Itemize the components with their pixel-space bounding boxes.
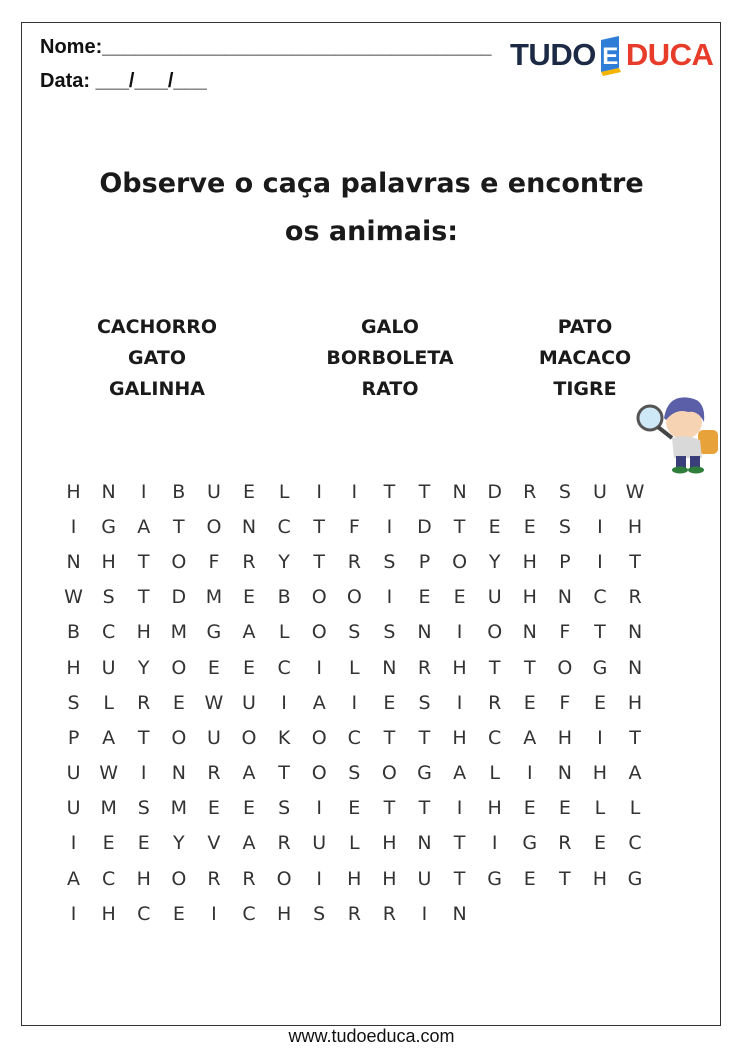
grid-letter[interactable]: E — [558, 797, 571, 820]
grid-letter[interactable]: T — [488, 656, 501, 679]
grid-letter[interactable]: H — [557, 726, 572, 749]
grid-letter[interactable]: M — [170, 797, 188, 820]
grid-letter[interactable]: A — [242, 762, 256, 785]
grid-letter[interactable]: N — [417, 621, 432, 644]
grid-letter[interactable]: B — [277, 586, 291, 609]
grid-letter[interactable]: H — [101, 902, 116, 925]
grid-letter[interactable]: Y — [488, 550, 501, 573]
grid-letter[interactable]: I — [491, 832, 498, 855]
grid-letter[interactable]: U — [206, 726, 221, 749]
grid-letter[interactable]: H — [627, 515, 643, 538]
grid-letter[interactable]: A — [453, 762, 467, 785]
grid-letter[interactable]: C — [277, 515, 291, 538]
title-line-1: Observe o caça palavras e encontre — [99, 168, 644, 199]
grid-letter[interactable]: R — [137, 691, 151, 714]
grid-letter[interactable]: C — [593, 586, 607, 609]
grid-letter[interactable]: Y — [173, 832, 185, 855]
grid-letter[interactable]: I — [351, 691, 358, 714]
grid-letter[interactable]: F — [348, 515, 360, 538]
grid-letter[interactable]: N — [101, 480, 116, 503]
grid-letter[interactable]: E — [102, 832, 115, 855]
grid-letter[interactable]: H — [136, 621, 151, 644]
grid-letter[interactable]: E — [418, 586, 431, 609]
grid-letter[interactable]: H — [276, 902, 292, 925]
grid-letter[interactable]: A — [242, 832, 256, 855]
grid-letter[interactable]: T — [313, 515, 325, 538]
grid-letter[interactable]: U — [66, 797, 81, 820]
grid-letter[interactable]: M — [205, 586, 223, 609]
grid-letter[interactable]: I — [70, 515, 77, 538]
grid-letter[interactable]: S — [558, 515, 571, 538]
grid-letter[interactable]: I — [456, 621, 463, 644]
grid-letter[interactable]: E — [172, 902, 185, 925]
grid-letter[interactable]: I — [456, 691, 463, 714]
grid-letter[interactable]: S — [313, 902, 326, 925]
grid-letter[interactable]: B — [172, 480, 186, 503]
grid-letter[interactable]: O — [206, 515, 222, 538]
grid-letter[interactable]: T — [629, 550, 641, 573]
grid-letter[interactable]: E — [523, 515, 536, 538]
grid-letter[interactable]: H — [627, 691, 643, 714]
grid-letter[interactable]: T — [383, 480, 396, 503]
grid-letter[interactable]: W — [204, 691, 224, 714]
grid-letter[interactable]: L — [278, 480, 290, 503]
grid-letter[interactable]: S — [348, 762, 361, 785]
grid-letter[interactable]: R — [242, 550, 256, 573]
grid-letter[interactable]: U — [66, 762, 81, 785]
grid-letter[interactable]: L — [103, 691, 114, 714]
grid-letter[interactable]: G — [206, 621, 222, 644]
grid-letter[interactable]: G — [627, 867, 643, 890]
grid-letter[interactable]: A — [102, 726, 116, 749]
grid-letter[interactable]: T — [137, 726, 150, 749]
grid-letter[interactable]: A — [628, 762, 642, 785]
grid-letter[interactable]: L — [594, 797, 606, 820]
grid-letter[interactable]: R — [347, 550, 361, 573]
grid-letter[interactable]: U — [242, 691, 256, 714]
grid-letter[interactable]: R — [347, 902, 361, 925]
grid-letter[interactable]: M — [100, 797, 117, 820]
grid-letter[interactable]: E — [523, 691, 536, 714]
grid-letter[interactable]: Y — [137, 656, 150, 679]
grid-letter[interactable]: F — [559, 691, 571, 714]
grid-letter[interactable]: I — [140, 762, 147, 785]
grid-letter[interactable]: H — [592, 867, 608, 890]
grid-letter[interactable]: H — [136, 867, 151, 890]
grid-letter[interactable]: S — [67, 691, 80, 714]
grid-letter[interactable]: H — [66, 480, 81, 503]
word-item: TIGRE — [553, 378, 617, 400]
grid-letter[interactable]: A — [137, 515, 151, 538]
grid-letter[interactable]: E — [488, 515, 501, 538]
grid-letter[interactable]: T — [418, 797, 431, 820]
word-item: GALO — [361, 316, 419, 338]
grid-letter[interactable]: S — [383, 550, 396, 573]
grid-letter[interactable]: G — [417, 762, 432, 785]
grid-letter[interactable]: I — [70, 902, 77, 925]
grid-letter[interactable]: E — [243, 586, 256, 609]
grid-letter[interactable]: O — [171, 656, 187, 679]
grid-letter[interactable]: O — [171, 867, 187, 890]
grid-letter[interactable]: O — [311, 586, 327, 609]
grid-letter[interactable]: O — [276, 867, 292, 890]
grid-letter[interactable]: O — [241, 726, 257, 749]
grid-letter[interactable]: I — [597, 726, 603, 749]
grid-letter[interactable]: T — [594, 621, 606, 644]
grid-letter[interactable]: A — [523, 726, 537, 749]
grid-letter[interactable]: A — [312, 691, 326, 714]
grid-letter[interactable]: I — [351, 480, 358, 503]
grid-letter[interactable]: N — [627, 656, 643, 679]
grid-letter[interactable]: T — [383, 726, 396, 749]
grid-letter[interactable]: R — [558, 832, 572, 855]
grid-letter[interactable]: C — [102, 867, 116, 890]
grid-letter[interactable]: S — [383, 621, 396, 644]
grid-letter[interactable]: I — [70, 832, 77, 855]
grid-letter[interactable]: L — [278, 621, 290, 644]
grid-letter[interactable]: I — [316, 867, 322, 890]
word-item: MACACO — [538, 347, 632, 369]
grid-letter[interactable]: N — [241, 515, 257, 538]
grid-letter[interactable]: T — [173, 515, 185, 538]
grid-letter[interactable]: I — [211, 902, 217, 925]
grid-letter[interactable]: E — [243, 656, 256, 679]
logo-text-duca: DUCA — [625, 37, 714, 72]
grid-letter[interactable]: H — [487, 797, 502, 820]
grid-letter[interactable]: T — [383, 797, 396, 820]
grid-letter[interactable]: Y — [278, 550, 290, 573]
grid-letter[interactable]: O — [346, 586, 362, 609]
grid-letter[interactable]: M — [170, 621, 188, 644]
grid-letter[interactable]: F — [208, 550, 220, 573]
tudoeduca-logo — [510, 30, 720, 80]
word-column-1 — [47, 312, 267, 405]
grid-letter[interactable]: R — [523, 480, 537, 503]
grid-letter[interactable]: G — [592, 656, 608, 679]
grid-letter[interactable]: W — [64, 586, 83, 609]
grid-letter[interactable]: O — [311, 726, 327, 749]
grid-letter[interactable]: I — [140, 480, 147, 503]
grid-letter[interactable]: R — [488, 691, 502, 714]
grid-letter[interactable]: O — [557, 656, 573, 679]
book-logo-icon — [597, 34, 625, 76]
grid-letter[interactable]: C — [137, 902, 151, 925]
grid-letter[interactable]: D — [417, 515, 432, 538]
grid-letter[interactable]: U — [487, 586, 502, 609]
grid-letter[interactable]: L — [349, 832, 360, 855]
grid-letter[interactable]: S — [558, 480, 571, 503]
grid-letter[interactable]: N — [627, 621, 643, 644]
grid-letter[interactable]: S — [278, 797, 291, 820]
grid-letter[interactable]: E — [172, 691, 185, 714]
grid-letter[interactable]: E — [207, 797, 220, 820]
grid-letter[interactable]: H — [452, 726, 467, 749]
word-search-grid — [56, 474, 653, 931]
grid-letter[interactable]: N — [417, 832, 432, 855]
grid-letter[interactable]: H — [522, 550, 537, 573]
grid-letter[interactable]: U — [592, 480, 607, 503]
title-line-2: os animais: — [284, 216, 459, 247]
grid-letter[interactable]: L — [629, 797, 641, 820]
grid-letter[interactable]: O — [171, 726, 187, 749]
grid-letter[interactable]: N — [557, 586, 572, 609]
grid-letter[interactable]: O — [311, 762, 327, 785]
grid-letter[interactable]: N — [522, 621, 537, 644]
grid-letter[interactable]: T — [137, 550, 150, 573]
grid-letter[interactable]: A — [242, 621, 256, 644]
grid-letter[interactable]: P — [67, 726, 80, 749]
word-item: GATO — [128, 347, 186, 369]
grid-letter[interactable]: E — [593, 832, 606, 855]
grid-letter[interactable]: L — [349, 656, 360, 679]
grid-letter[interactable]: T — [137, 586, 150, 609]
grid-letter[interactable]: N — [382, 656, 397, 679]
grid-letter[interactable]: T — [453, 832, 466, 855]
grid-letter[interactable]: S — [102, 586, 115, 609]
grid-letter[interactable]: P — [418, 550, 431, 573]
grid-letter[interactable]: C — [488, 726, 502, 749]
name-field[interactable]: Nome:___________________________________ — [40, 36, 492, 58]
grid-letter[interactable]: E — [207, 656, 220, 679]
grid-letter[interactable]: I — [597, 550, 603, 573]
grid-letter[interactable]: R — [207, 867, 221, 890]
grid-letter[interactable]: O — [171, 550, 187, 573]
word-column-2 — [280, 312, 500, 405]
grid-letter[interactable]: I — [316, 656, 322, 679]
grid-letter[interactable]: R — [417, 656, 432, 679]
grid-letter[interactable]: S — [348, 621, 361, 644]
grid-letter[interactable]: O — [311, 621, 327, 644]
grid-letter[interactable]: T — [453, 515, 466, 538]
grid-letter[interactable]: L — [489, 762, 500, 785]
logo-text-e: E — [602, 43, 618, 70]
word-item: CACHORRO — [96, 316, 218, 338]
grid-letter[interactable]: U — [101, 656, 116, 679]
grid-letter[interactable]: I — [386, 515, 393, 538]
grid-letter[interactable]: T — [418, 726, 431, 749]
grid-letter[interactable]: H — [66, 656, 81, 679]
grid-letter[interactable]: U — [417, 867, 432, 890]
grid-letter[interactable]: U — [206, 480, 221, 503]
grid-letter[interactable]: T — [559, 867, 571, 890]
grid-letter[interactable]: O — [452, 550, 468, 573]
grid-letter[interactable]: E — [137, 832, 150, 855]
page-title — [40, 160, 703, 256]
grid-letter[interactable]: P — [559, 550, 571, 573]
grid-letter[interactable]: U — [312, 832, 327, 855]
grid-letter[interactable]: I — [526, 762, 533, 785]
grid-letter[interactable]: I — [597, 515, 603, 538]
grid-letter[interactable]: C — [277, 656, 291, 679]
grid-letter[interactable]: I — [281, 691, 287, 714]
grid-letter[interactable]: E — [383, 691, 396, 714]
grid-letter[interactable]: E — [348, 797, 361, 820]
grid-letter[interactable]: N — [66, 550, 81, 573]
grid-letter[interactable]: N — [452, 902, 467, 925]
grid-letter[interactable]: I — [316, 480, 322, 503]
date-field[interactable]: Data: ___/___/___ — [40, 70, 207, 92]
grid-letter[interactable]: H — [101, 550, 116, 573]
word-item: GALINHA — [109, 378, 205, 400]
grid-letter[interactable]: T — [278, 762, 290, 785]
grid-letter[interactable]: N — [557, 762, 572, 785]
grid-letter[interactable]: F — [559, 621, 571, 644]
grid-letter[interactable]: H — [592, 762, 608, 785]
grid-letter[interactable]: C — [102, 621, 116, 644]
grid-letter[interactable]: R — [382, 902, 396, 925]
grid-letter[interactable]: H — [452, 656, 467, 679]
grid-letter[interactable]: I — [421, 902, 428, 925]
grid-letter[interactable]: H — [522, 586, 537, 609]
grid-letter[interactable]: C — [347, 726, 361, 749]
footer-url[interactable]: www.tudoeduca.com — [288, 1026, 455, 1046]
grid-letter[interactable]: I — [386, 586, 393, 609]
grid-letter[interactable]: I — [316, 797, 322, 820]
grid-letter[interactable]: T — [523, 656, 536, 679]
grid-letter[interactable]: B — [67, 621, 81, 644]
grid-letter[interactable]: G — [101, 515, 116, 538]
grid-letter[interactable]: T — [418, 480, 431, 503]
grid-letter[interactable]: G — [487, 867, 503, 890]
grid-letter[interactable]: T — [313, 550, 325, 573]
grid-letter[interactable]: H — [382, 867, 397, 890]
grid-letter[interactable]: D — [487, 480, 502, 503]
word-item: BORBOLETA — [326, 347, 454, 369]
grid-letter[interactable]: O — [487, 621, 503, 644]
grid-letter[interactable]: H — [347, 867, 362, 890]
grid-letter[interactable]: R — [277, 832, 291, 855]
grid-letter[interactable]: R — [207, 762, 221, 785]
grid-letter[interactable]: R — [242, 867, 256, 890]
grid-letter[interactable]: R — [628, 586, 642, 609]
grid-letter[interactable]: E — [243, 480, 256, 503]
grid-letter[interactable]: S — [418, 691, 431, 714]
grid-letter[interactable]: S — [137, 797, 150, 820]
grid-letter[interactable]: H — [382, 832, 397, 855]
word-item: PATO — [557, 316, 613, 338]
grid-letter[interactable]: W — [625, 480, 645, 503]
grid-letter[interactable]: E — [593, 691, 606, 714]
grid-letter[interactable]: T — [629, 726, 641, 749]
grid-letter[interactable]: G — [522, 832, 538, 855]
grid-letter[interactable]: N — [171, 762, 186, 785]
grid-letter[interactable]: E — [453, 586, 466, 609]
grid-letter[interactable]: T — [453, 867, 466, 890]
grid-letter[interactable]: D — [171, 586, 187, 609]
logo-text-tudo: TUDO — [510, 37, 596, 72]
grid-letter[interactable]: E — [523, 867, 536, 890]
grid-letter[interactable]: K — [277, 726, 291, 749]
grid-letter[interactable]: V — [207, 832, 221, 855]
grid-letter[interactable]: E — [243, 797, 256, 820]
kid-with-magnifier-icon — [632, 388, 724, 476]
word-item: RATO — [361, 378, 419, 400]
grid-letter[interactable]: I — [456, 797, 463, 820]
grid-letter[interactable]: W — [99, 762, 119, 785]
grid-letter[interactable]: C — [242, 902, 256, 925]
grid-letter[interactable]: E — [523, 797, 536, 820]
grid-letter[interactable]: O — [381, 762, 397, 785]
grid-letter[interactable]: N — [452, 480, 467, 503]
grid-letter[interactable]: C — [628, 832, 642, 855]
grid-letter[interactable]: A — [67, 867, 81, 890]
